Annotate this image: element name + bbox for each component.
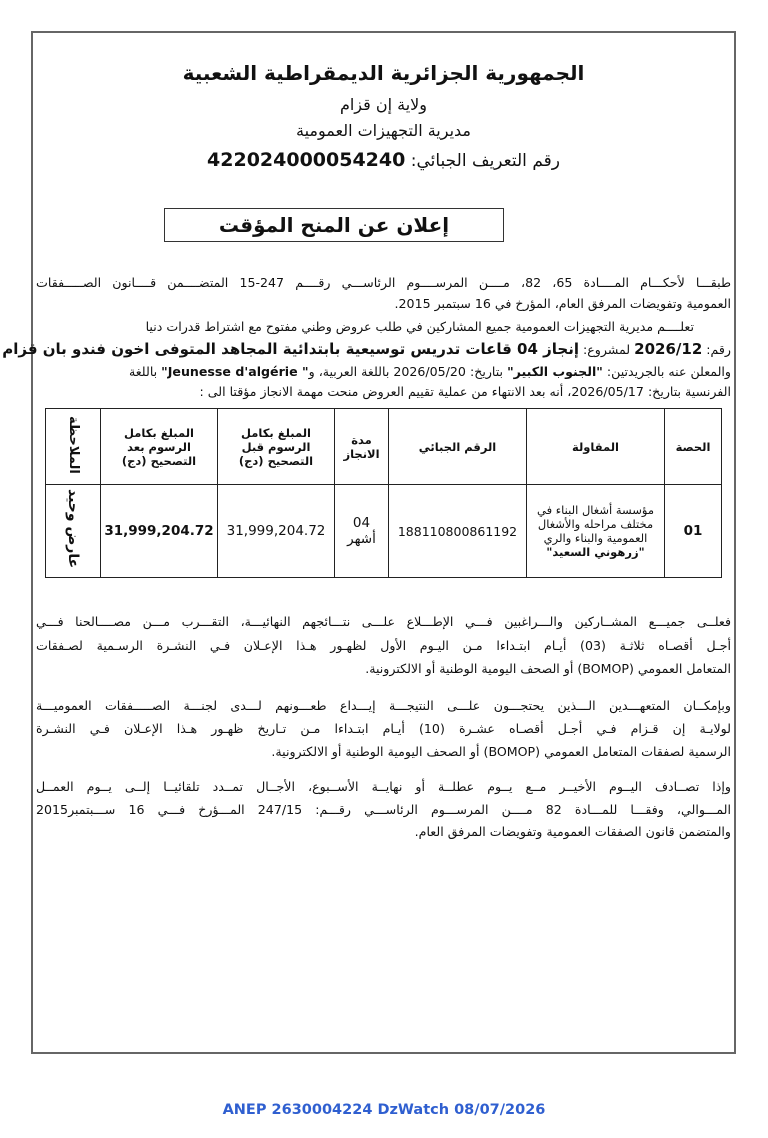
- newspaper-arabic-date: بتاريخ: 2026/05/20 باللغة العربية، و: [308, 364, 508, 379]
- header-remark-text: الملاحظة: [66, 416, 81, 474]
- cell-amount-before: 31,999,204.72: [218, 485, 335, 578]
- header-lot: الحصة: [665, 409, 722, 485]
- cell-lot: 01: [665, 485, 722, 578]
- cell-duration: 04 أشهر: [335, 485, 389, 578]
- tax-id-value: 422024000054240: [207, 149, 406, 171]
- intro-line-4: [2, 338, 731, 361]
- intro-line-1: طبقـــا لأحكـــام المــــادة 65، 82، مــــن المرســــوم الرئاســـي رقــــم 247-15 المتضــــمن قــــانون الصـــــفقات: [36, 275, 731, 290]
- intro-line-2: العمومية وتفويضات المرفق العام، المؤرخ في 16 سبتمبر 2015.: [394, 296, 731, 311]
- cell-amount-after: 31,999,204.72: [101, 485, 218, 578]
- para3-line-2: المـــوالي، وفقـــا للمـــادة 82 مــــن المرســـوم الرئاســـي رقـــم: 247/15 المـــؤرخ فـــي 16 ســـبتمبر2015: [36, 802, 732, 817]
- intro-line-5: [36, 363, 731, 381]
- para2-line-2: لولايـة إن قـزام فـي أجـل أقصـاه عشـرة (10) أيـام ابتـداءا مـن تـاريخ ظهـور هـذا الإعـلان فـي النشـرة: [36, 721, 731, 736]
- award-table: [45, 408, 722, 578]
- tax-id-label: رقم التعريف الجبائي:: [405, 151, 560, 171]
- company-description: مؤسسة أشغال البناء في مختلف مراحله والأشغال العمومية والبناء والري: [537, 503, 654, 545]
- newspapers-label: والمعلن عنه بالجريدتين:: [602, 364, 731, 379]
- announcement-title: إعلان عن المنح المؤقت: [164, 208, 504, 242]
- wilaya-name: ولاية إن قزام: [339, 95, 428, 114]
- para2-line-1: وبإمكــان المتعهـــدين الـــذين يحتجـــون علـــى النتيجـــة إيـــداع طعـــونهم لـــدى لجنـــة الصـــــفقات العموميـــة: [36, 698, 731, 713]
- project-label: لمشروع:: [579, 342, 635, 357]
- para1-line-2: أجـل أقصـاه ثلاثـة (03) أيـام ابتـداءا مـن اليـوم الأول لظهـور هـذا الإعـلان فـي النشـرة الرسـمية لصـفقات: [36, 638, 731, 653]
- intro-line-3: تعلــــم مديرية التجهيزات العمومية جميع المشاركين في طلب عروض وطني مفتوح مع اشتراط قدرات دنيا: [145, 319, 694, 334]
- language-label: باللغة: [128, 364, 162, 379]
- para2-line-3: الرسمية لصفقات المتعامل العمومي (BOMOP) أو الصحف اليومية الوطنية أو الالكترونية.: [271, 744, 731, 759]
- para1-line-1: فعلــى جميـــع المشــاركين والـــراغبين فـــي الإطـــلاع علـــى نتـــائجهم النهائيـــة، التقـــرب مـــن مصــــالحنا فـــي: [36, 614, 731, 629]
- header-amount-before: المبلغ بكامل الرسوم قبل التصحيح (دج): [218, 409, 335, 485]
- para3-line-1: وإذا تصــادف اليــوم الأخيــر مــع يــوم عطلــة أو نهايــة الأســبوع، الأجــال تمــدد تلقائيــا إلــى يــوم العمــل: [36, 779, 731, 794]
- tender-number: 2026/12: [634, 340, 703, 358]
- ref-label: رقم:: [702, 342, 731, 357]
- newspaper-french: "Jeunesse d'algérie ": [161, 364, 309, 379]
- table-row: [46, 485, 722, 578]
- cell-tax-id: 188110800861192: [389, 485, 527, 578]
- header-company: المقاولة: [527, 409, 665, 485]
- remark-text: عارض وحيد: [65, 489, 81, 569]
- tax-id-line: [33, 149, 734, 171]
- intro-line-6: الفرنسية بتاريخ: 2026/05/17، أنه بعد الانتهاء من عملية تقييم العروض منحت مهمة الانجاز مؤقتا الى :: [199, 384, 731, 399]
- republic-heading: الجمهورية الجزائرية الديمقراطية الشعبية: [182, 61, 585, 85]
- announcement-frame: [2, 31, 736, 1054]
- cell-company: [527, 485, 665, 578]
- header-duration: مدة الانجاز: [335, 409, 389, 485]
- company-name: "زرهوني السعيد": [546, 545, 645, 559]
- cell-remark: [46, 485, 101, 578]
- footer-reference: ANEP 2630004224 DzWatch 08/07/2026: [222, 1102, 546, 1118]
- header-remark: [46, 409, 101, 485]
- table-header-row: [46, 409, 722, 485]
- header-tax-id: الرقم الجبائي: [389, 409, 527, 485]
- directorate-name: مديرية التجهيزات العمومية: [296, 121, 471, 140]
- header-amount-after: المبلغ بكامل الرسوم بعد التصحيح (دج): [101, 409, 218, 485]
- para1-line-3: المتعامل العمومي (BOMOP) أو الصحف اليومية الوطنية أو الالكترونية.: [365, 661, 731, 676]
- para3-line-3: والمتضمن قانون الصفقات العمومية وتفويضات المرفق العام.: [414, 824, 731, 839]
- newspaper-arabic: "الجنوب الكبير": [507, 364, 603, 379]
- project-name: إنجاز 04 قاعات تدريس توسيعية بابتدائية المجاهد المتوفى اخون فندو بان قزام: [2, 340, 579, 358]
